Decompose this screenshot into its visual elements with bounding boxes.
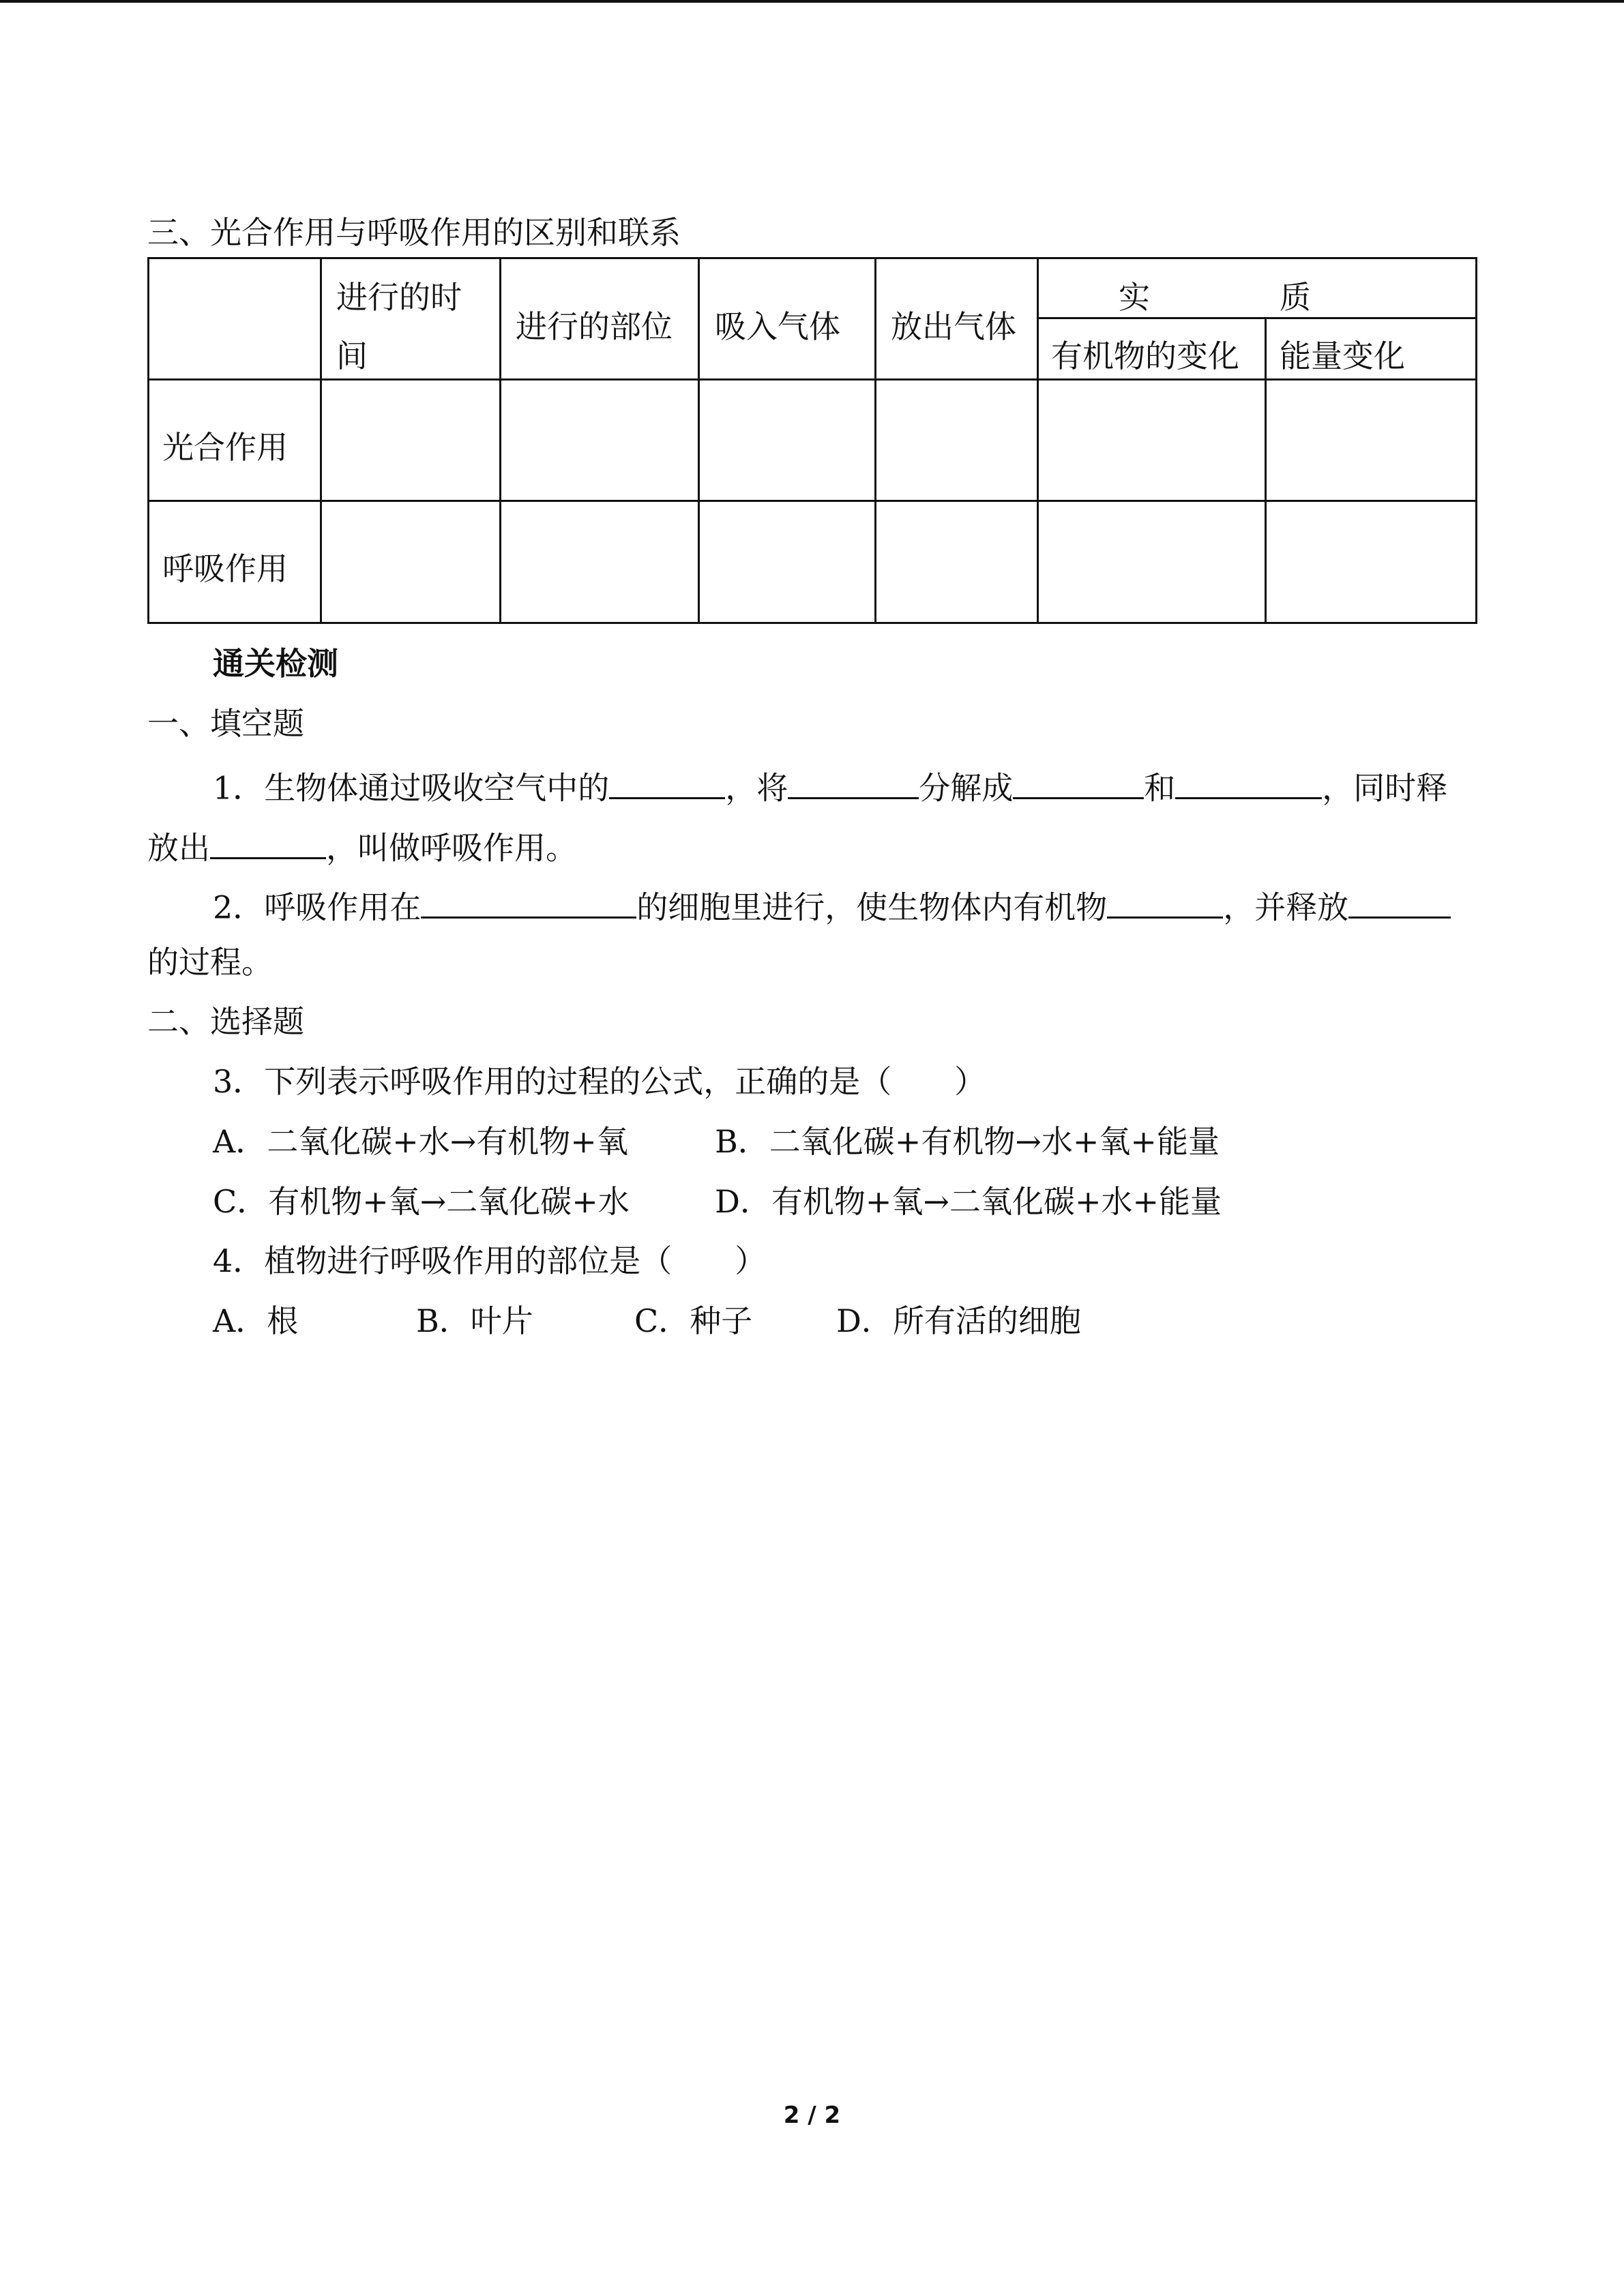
table-border-bottom — [147, 622, 1477, 624]
q1-blank[interactable] — [1175, 767, 1322, 799]
table-border-right — [1475, 257, 1477, 624]
header-essence-right: 质 — [1280, 279, 1311, 316]
q1-blank[interactable] — [609, 767, 725, 799]
q2-text: 的细胞里进行，使生物体内有机物 — [636, 889, 1108, 926]
q4-option-c[interactable]: C．种子 — [634, 1302, 753, 1339]
table-divider-header — [147, 378, 1477, 381]
table-col-divider — [698, 257, 700, 624]
table-divider-row — [147, 500, 1477, 502]
comparison-table — [147, 257, 1477, 624]
table-border-left — [147, 257, 149, 624]
question-1-line1 — [213, 767, 1448, 807]
top-border-line — [0, 0, 1624, 3]
q1-text: 1．生物体通过吸收空气中的 — [213, 769, 610, 807]
q2-blank[interactable] — [1107, 886, 1223, 919]
row-label-photosynthesis: 光合作用 — [162, 429, 288, 466]
q3-option-c[interactable]: C．有机物+氧→二氧化碳+水 — [213, 1183, 630, 1220]
q4-option-a[interactable]: A．根 — [213, 1302, 299, 1339]
q1-text: 放出 — [147, 829, 210, 867]
q4-option-d[interactable]: D．所有活的细胞 — [836, 1302, 1081, 1339]
q2-blank[interactable] — [1348, 886, 1451, 919]
section3-heading: 三、光合作用与呼吸作用的区别和联系 — [147, 214, 681, 251]
q3-option-b[interactable]: B．二氧化碳+有机物→水+氧+能量 — [715, 1123, 1220, 1160]
table-col-divider — [1265, 317, 1267, 624]
q2-text: ，并释放 — [1223, 889, 1349, 926]
q2-blank[interactable] — [421, 886, 636, 919]
fill-blank-heading: 一、填空题 — [147, 705, 304, 742]
q4-option-b[interactable]: B．叶片 — [416, 1302, 533, 1339]
header-location: 进行的部位 — [516, 308, 673, 345]
choice-heading: 二、选择题 — [147, 1003, 304, 1040]
row-label-respiration: 呼吸作用 — [162, 550, 288, 587]
q1-text: ，叫做呼吸作用。 — [326, 829, 577, 867]
header-energy-change: 能量变化 — [1280, 338, 1405, 374]
page-number: 2 / 2 — [783, 2102, 841, 2129]
table-divider-essence — [1037, 317, 1477, 319]
question-3-stem: 3．下列表示呼吸作用的过程的公式，正确的是（ ） — [213, 1063, 986, 1100]
q3-option-a[interactable]: A．二氧化碳+水→有机物+氧 — [213, 1123, 628, 1160]
header-release-gas: 放出气体 — [891, 308, 1016, 345]
header-intake-gas: 吸入气体 — [715, 308, 840, 345]
q1-text: ，将 — [725, 769, 788, 807]
table-col-divider — [499, 257, 501, 624]
question-4-stem: 4．植物进行呼吸作用的部位是（ ） — [213, 1242, 767, 1279]
header-time-line1: 进行的时 — [336, 279, 462, 316]
q1-text: 和 — [1144, 769, 1176, 807]
header-essence-left: 实 — [1119, 279, 1150, 316]
q1-blank[interactable] — [210, 827, 326, 859]
q1-blank[interactable] — [1013, 767, 1144, 799]
table-border-top — [147, 257, 1477, 259]
q3-option-d[interactable]: D．有机物+氧→二氧化碳+水+能量 — [715, 1183, 1222, 1220]
table-col-divider — [320, 257, 322, 624]
q1-text: 分解成 — [919, 769, 1014, 807]
q1-text: ，同时释 — [1322, 769, 1448, 807]
q1-blank[interactable] — [788, 767, 919, 799]
checkpoint-title: 通关检测 — [213, 645, 338, 682]
header-organic-change: 有机物的变化 — [1051, 338, 1239, 374]
header-time-line2: 间 — [336, 338, 368, 374]
q2-text: 2．呼吸作用在 — [213, 889, 422, 926]
table-col-divider — [874, 257, 876, 624]
question-2-line1 — [213, 886, 1451, 926]
question-1-line2 — [147, 827, 577, 867]
table-col-divider — [1037, 257, 1039, 624]
question-2-line2: 的过程。 — [147, 944, 273, 981]
